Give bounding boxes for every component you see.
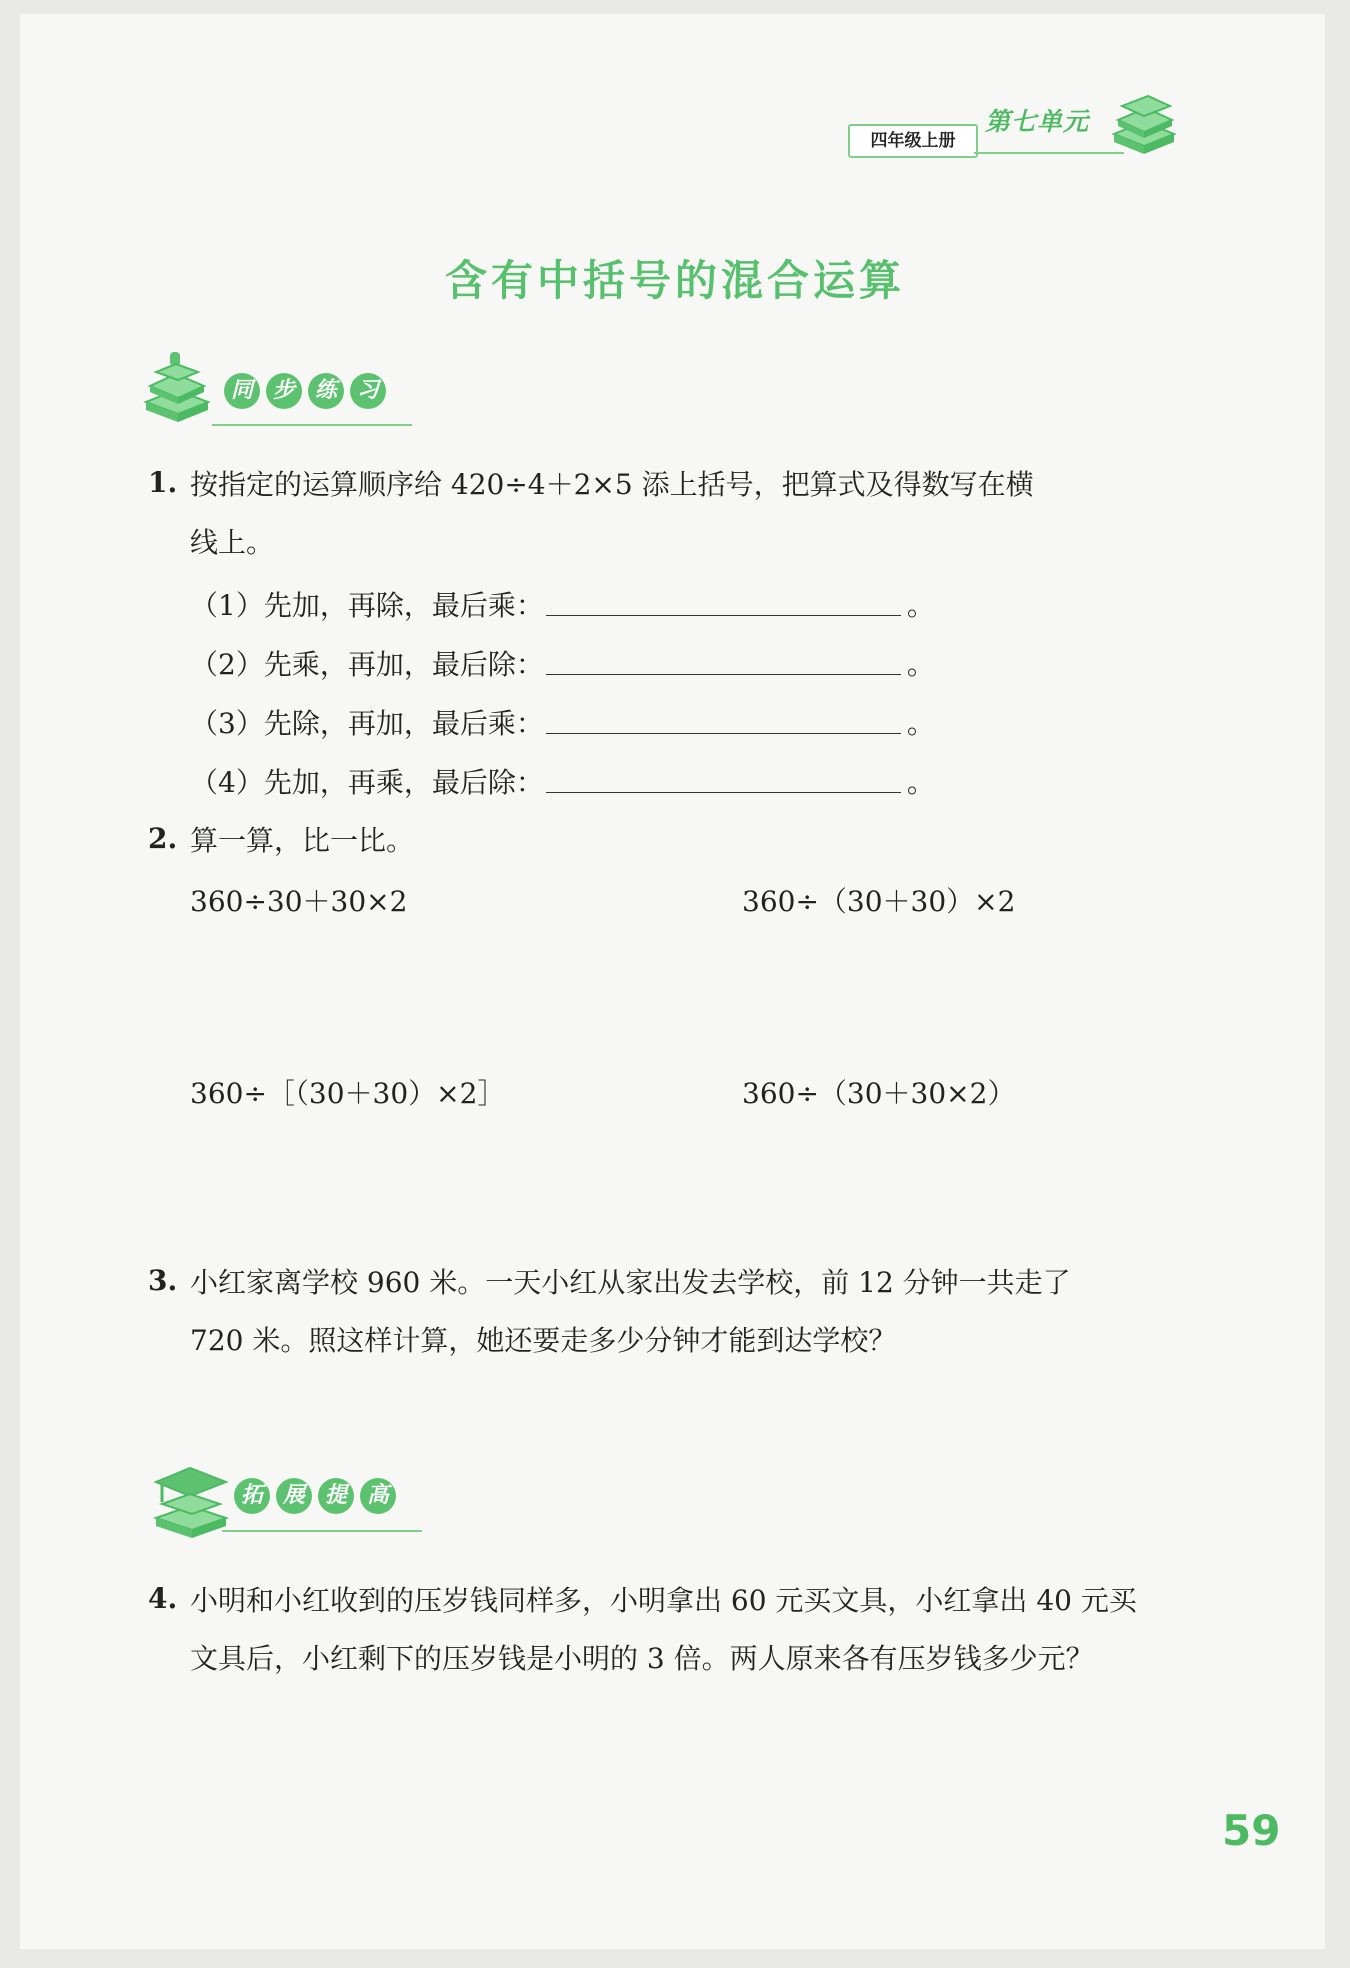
sub-question-label: （3）先除，再加，最后乘： <box>190 707 544 740</box>
question-text: 小明和小红收到的压岁钱同样多，小明拿出 60 元买文具，小红拿出 40 元买 <box>190 1584 1137 1617</box>
book-stack-icon <box>1108 88 1180 160</box>
sub-question-end: 。 <box>906 707 935 740</box>
sub-question <box>190 761 935 801</box>
answer-blank[interactable] <box>546 703 901 734</box>
expression: 360÷（30＋30×2） <box>742 1077 1016 1110</box>
sub-question <box>190 643 935 683</box>
question-number: 4. <box>148 1582 178 1615</box>
page-title: 含有中括号的混合运算 <box>444 256 905 305</box>
answer-blank[interactable] <box>546 762 901 793</box>
section-heading-extension <box>234 1478 396 1514</box>
section-char: 拓 <box>234 1478 270 1514</box>
sub-question <box>190 702 935 742</box>
question-text: 小红家离学校 960 米。一天小红从家出发去学校，前 12 分钟一共走了 <box>190 1266 1071 1299</box>
answer-blank[interactable] <box>546 585 901 616</box>
section-char: 提 <box>318 1478 354 1514</box>
section-char: 习 <box>350 373 386 409</box>
sub-question-label: （4）先加，再乘，最后除： <box>190 766 544 799</box>
expression: 360÷［（30＋30）×2］ <box>190 1077 506 1110</box>
sub-question-end: 。 <box>906 648 935 681</box>
sub-question-label: （2）先乘，再加，最后除： <box>190 648 544 681</box>
question-text: 720 米。照这样计算，她还要走多少分钟才能到达学校？ <box>190 1324 897 1357</box>
section-underline <box>212 424 412 426</box>
unit-title: 第七单元 <box>985 107 1090 136</box>
answer-blank[interactable] <box>546 644 901 675</box>
section-char: 步 <box>266 373 302 409</box>
section-char: 同 <box>224 373 260 409</box>
sub-question-label: （1）先加，再除，最后乘： <box>190 589 544 622</box>
sub-question-end: 。 <box>906 766 935 799</box>
book-stack-icon <box>140 350 214 428</box>
question-number: 2. <box>148 822 178 855</box>
question-text: 算一算，比一比。 <box>190 824 415 857</box>
question-text: 文具后，小红剩下的压岁钱是小明的 3 倍。两人原来各有压岁钱多少元？ <box>190 1642 1094 1675</box>
header-divider <box>974 152 1124 154</box>
grade-tag: 四年级上册 <box>848 124 978 158</box>
question-number: 1. <box>148 466 178 499</box>
sub-question-end: 。 <box>906 589 935 622</box>
question-number: 3. <box>148 1264 178 1297</box>
section-char: 高 <box>360 1478 396 1514</box>
section-char: 练 <box>308 373 344 409</box>
question-text: 按指定的运算顺序给 420÷4＋2×5 添上括号，把算式及得数写在横 <box>190 468 1034 501</box>
section-char: 展 <box>276 1478 312 1514</box>
question-text: 线上。 <box>190 526 275 559</box>
section-heading-practice <box>224 373 386 409</box>
expression: 360÷（30＋30）×2 <box>742 885 1016 918</box>
graduation-cap-books-icon <box>148 1462 234 1540</box>
sub-question <box>190 584 935 624</box>
section-underline <box>222 1530 422 1532</box>
page-number: 59 <box>1222 1806 1281 1855</box>
expression: 360÷30＋30×2 <box>190 885 408 918</box>
